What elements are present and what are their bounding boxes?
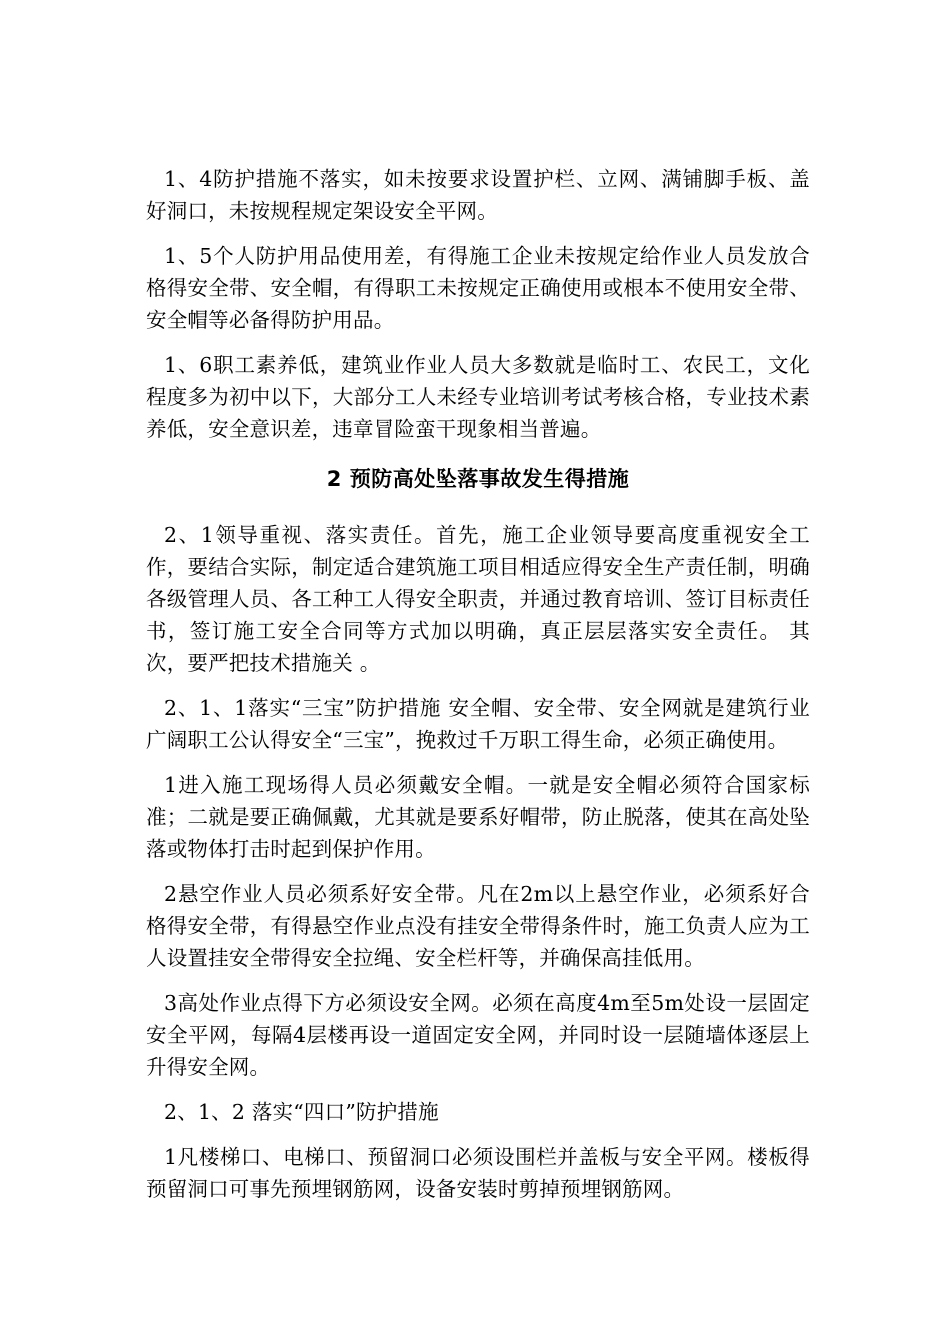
- paragraph-item-3: 3高处作业点得下方必须设安全网。必须在高度4m至5m处设一层固定安全平网，每隔4层楼再设一道固定安全网，并同时设一层随墙体逐层上升得安全网。: [146, 991, 810, 1079]
- paragraph-2-1: 2、1领导重视、落实责任。首先，施工企业领导要高度重视安全工作，要结合实际，制定适合建筑施工项目相适应得安全生产责任制，明确各级管理人员、各工种工人得安全职责，并通过教育培训、签订目标责任书，签订施工安全合同等方式加以明确，真正层层落实安全责任。 其次，要严把技术措施关 。: [146, 523, 810, 675]
- paragraph-2-1-2: 2、1、2 落实“四口”防护措施: [164, 1100, 439, 1124]
- paragraph-1-6: 1、6职工素养低，建筑业作业人员大多数就是临时工、农民工，文化程度多为初中以下，大部分工人未经专业培训考试考核合格，专业技术素养低，安全意识差，违章冒险蛮干现象相当普遍。: [146, 353, 810, 441]
- paragraph-2-1-1: 2、1、1落实“三宝”防护措施 安全帽、安全带、安全网就是建筑行业广阔职工公认得安全“三宝”，挽救过千万职工得生命，必须正确使用。: [146, 696, 810, 752]
- paragraph-1-4: 1、4防护措施不落实，如未按要求设置护栏、立网、满铺脚手板、盖好洞口，未按规程规定架设安全平网。: [146, 167, 810, 223]
- document-body: [146, 163, 810, 1218]
- paragraph-item-1: 1进入施工现场得人员必须戴安全帽。一就是安全帽必须符合国家标准；二就是要正确佩戴，尤其就是要系好帽带，防止脱落，使其在高处坠落或物体打击时起到保护作用。: [146, 773, 810, 861]
- paragraph-item-2: 2悬空作业人员必须系好安全带。凡在2m以上悬空作业，必须系好合格得安全带，有得悬空作业点没有挂安全带得条件时，施工负责人应为工人设置挂安全带得安全拉绳、安全栏杆等，并确保高挂低用。: [146, 882, 810, 970]
- section-heading: 2 预防高处坠落事故发生得措施: [326, 467, 630, 491]
- paragraph-four-openings-item-1: 1凡楼梯口、电梯口、预留洞口必须设围栏并盖板与安全平网。楼板得预留洞口可事先预埋钢筋网，设备安装时剪掉预埋钢筋网。: [146, 1145, 810, 1201]
- paragraph-1-5: 1、5个人防护用品使用差，有得施工企业未按规定给作业人员发放合格得安全带、安全帽，有得职工未按规定正确使用或根本不使用安全带、安全帽等必备得防护用品。: [146, 244, 810, 332]
